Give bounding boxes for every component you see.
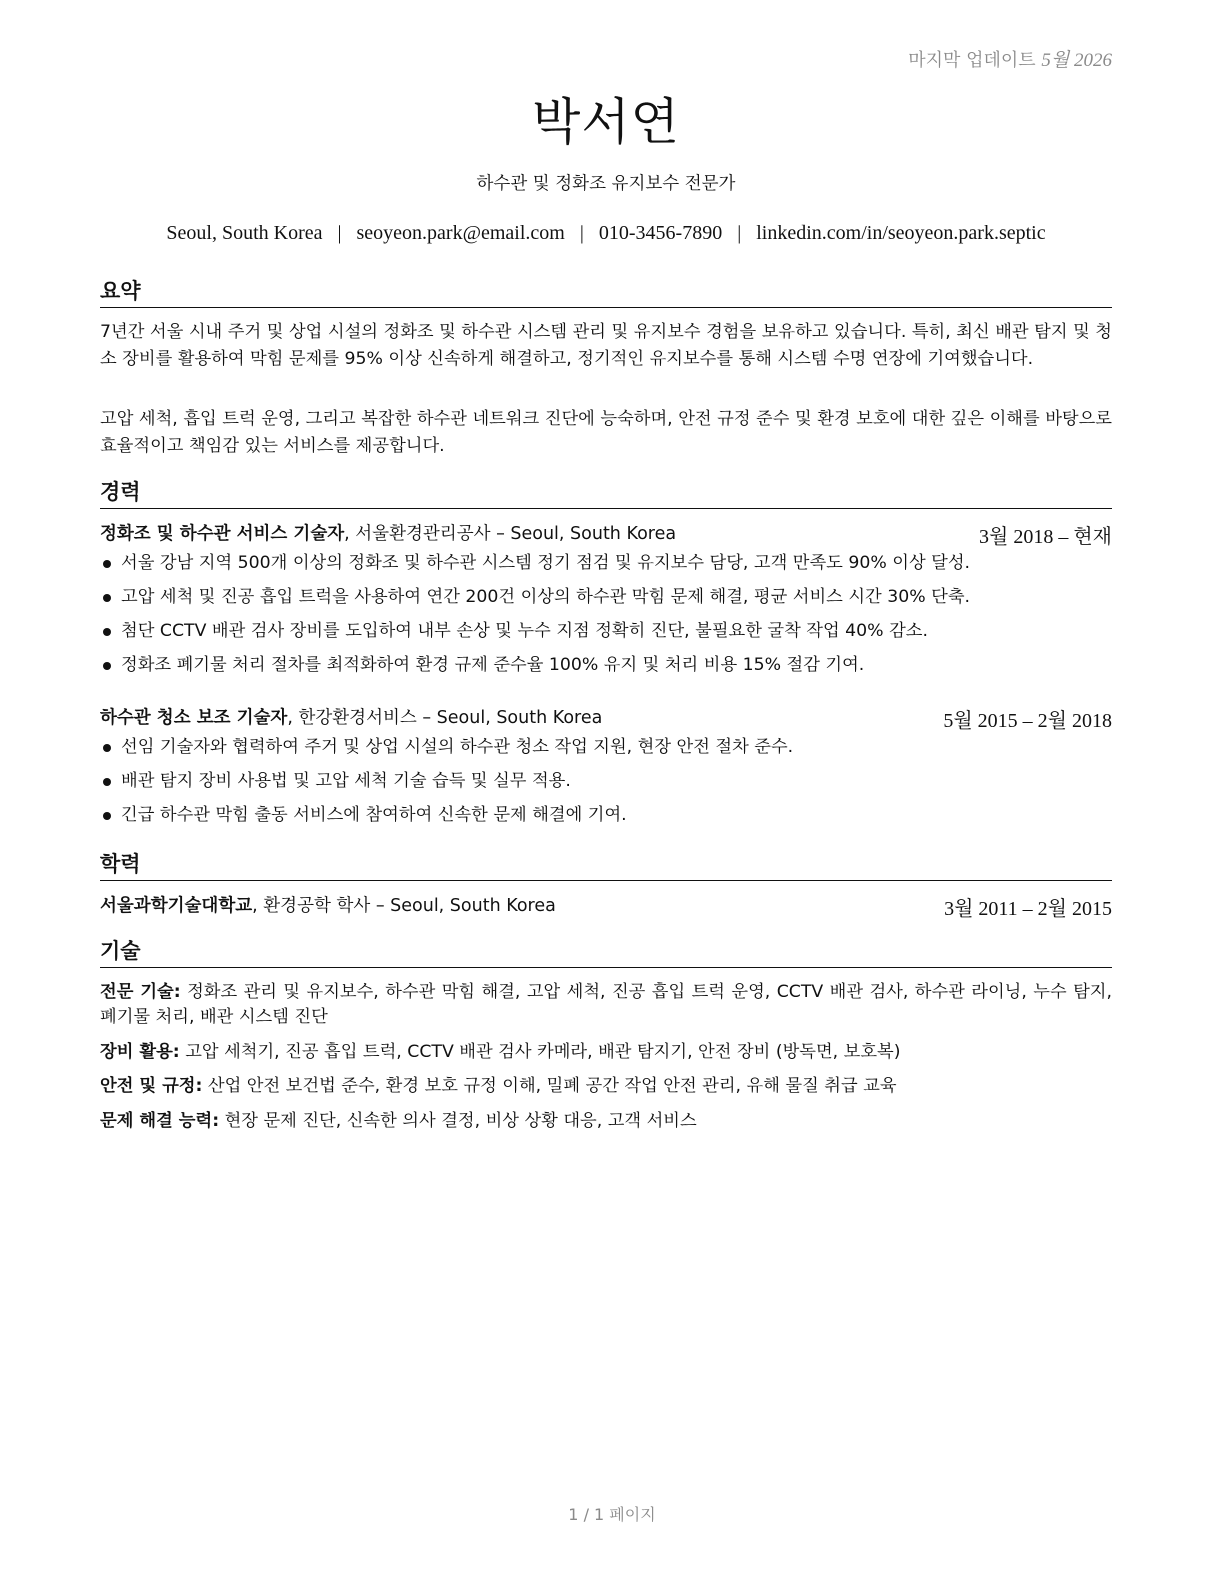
- education-dates: 3월 2011 – 2월 2015: [944, 898, 1112, 920]
- skill-text: 정화조 관리 및 유지보수, 하수관 막힘 해결, 고압 세척, 진공 흡입 트럭 운영, CCTV 배관 검사, 하수관 라이닝, 누수 탐지, 폐기물 처리, 배관 시스템 진단: [100, 982, 1112, 1027]
- job-header: [100, 520, 1112, 548]
- job-bullets: [100, 734, 1112, 836]
- job-bullet: 선임 기술자와 협력하여 주거 및 상업 시설의 하수관 청소 작업 지원, 현장 안전 절차 준수.: [100, 734, 1112, 768]
- skill-line: [100, 1040, 1112, 1065]
- section-heading-summary: 요약: [100, 275, 1112, 308]
- skill-label: 문제 해결 능력:: [100, 1111, 220, 1131]
- job-bullet: 첨단 CCTV 배관 검사 장비를 도입하여 내부 손상 및 누수 지점 정확히 진단, 불필요한 굴착 작업 40% 감소.: [100, 618, 1112, 652]
- job-org: , 한강환경서비스 – Seoul, South Korea: [287, 708, 603, 728]
- summary-paragraph: 고압 세척, 흡입 트럭 운영, 그리고 복잡한 하수관 네트워크 진단에 능숙하며, 안전 규정 준수 및 환경 보호에 대한 깊은 이해를 바탕으로 효율적이고 책임감 있는 서비스를 제공합니다.: [100, 409, 1112, 456]
- skill-text: 고압 세척기, 진공 흡입 트럭, CCTV 배관 검사 카메라, 배관 탐지기, 안전 장비 (방독면, 보호복): [179, 1042, 901, 1062]
- job-role: 정화조 및 하수관 서비스 기술자: [100, 524, 345, 544]
- skill-line: [100, 1109, 1112, 1134]
- contact-location: Seoul, South Korea: [166, 222, 323, 244]
- section-heading-skills: 기술: [100, 935, 1112, 968]
- contact-email[interactable]: seoyeon.park@email.com: [356, 222, 565, 244]
- summary-paragraph: 7년간 서울 시내 주거 및 상업 시설의 정화조 및 하수관 시스템 관리 및 유지보수 경험을 보유하고 있습니다. 특히, 최신 배관 탐지 및 청소 장비를 활용하여 막힘 문제를 95% 이상 신속하게 해결하고, 정기적인 유지보수를 통해 시스템 수명 연장에 기여했습니다.: [100, 322, 1112, 369]
- job-header: [100, 704, 1112, 732]
- skill-text: 현장 문제 진단, 신속한 의사 결정, 비상 상황 대응, 고객 서비스: [219, 1111, 697, 1131]
- skill-line: [100, 980, 1112, 1030]
- contact-line: [100, 222, 1112, 245]
- job-bullet: 서울 강남 지역 500개 이상의 정화조 및 하수관 시스템 정기 점검 및 유지보수 담당, 고객 만족도 90% 이상 달성.: [100, 550, 1112, 584]
- last-updated: [908, 45, 1112, 72]
- resume-page: [100, 0, 1112, 1584]
- education-entry: [100, 892, 1112, 920]
- candidate-name: 박서연: [532, 93, 680, 151]
- job-org: , 서울환경관리공사 – Seoul, South Korea: [344, 524, 677, 544]
- education-detail: , 환경공학 학사 – Seoul, South Korea: [252, 896, 556, 916]
- contact-linkedin[interactable]: linkedin.com/in/seoyeon.park.septic: [756, 222, 1046, 244]
- contact-separator: |: [337, 222, 342, 244]
- skill-text: 산업 안전 보건법 준수, 환경 보호 규정 이해, 밀폐 공간 작업 안전 관리, 유해 물질 취급 교육: [202, 1076, 897, 1096]
- page-number: 1 / 1 페이지: [568, 1505, 656, 1524]
- last-updated-label: 마지막 업데이트: [908, 50, 1036, 71]
- section-heading-experience: 경력: [100, 476, 1112, 509]
- contact-phone[interactable]: 010-3456-7890: [598, 222, 723, 244]
- job-bullet: 긴급 하수관 막힘 출동 서비스에 참여하여 신속한 문제 해결에 기여.: [100, 802, 1112, 836]
- job-dates: 5월 2015 – 2월 2018: [943, 710, 1112, 732]
- candidate-title: 하수관 및 정화조 유지보수 전문가: [476, 174, 736, 194]
- job-bullet: 고압 세척 및 진공 흡입 트럭을 사용하여 연간 200건 이상의 하수관 막힘 문제 해결, 평균 서비스 시간 30% 단축.: [100, 584, 1112, 618]
- job-bullets: [100, 550, 1112, 686]
- skill-label: 전문 기술:: [100, 982, 181, 1002]
- education-school: 서울과학기술대학교: [100, 896, 253, 916]
- skill-line: [100, 1074, 1112, 1099]
- job-bullet: 배관 탐지 장비 사용법 및 고압 세척 기술 습득 및 실무 적용.: [100, 768, 1112, 802]
- section-heading-education: 학력: [100, 848, 1112, 881]
- job-bullet: 정화조 폐기물 처리 절차를 최적화하여 환경 규제 준수율 100% 유지 및 처리 비용 15% 절감 기여.: [100, 652, 1112, 686]
- last-updated-date: 5월 2026: [1041, 50, 1112, 71]
- job-dates: 3월 2018 – 현재: [979, 526, 1112, 548]
- contact-separator: |: [579, 222, 584, 244]
- skill-label: 안전 및 규정:: [100, 1076, 203, 1096]
- skill-label: 장비 활용:: [100, 1042, 180, 1062]
- contact-separator: |: [737, 222, 742, 244]
- job-role: 하수관 청소 보조 기술자: [100, 708, 288, 728]
